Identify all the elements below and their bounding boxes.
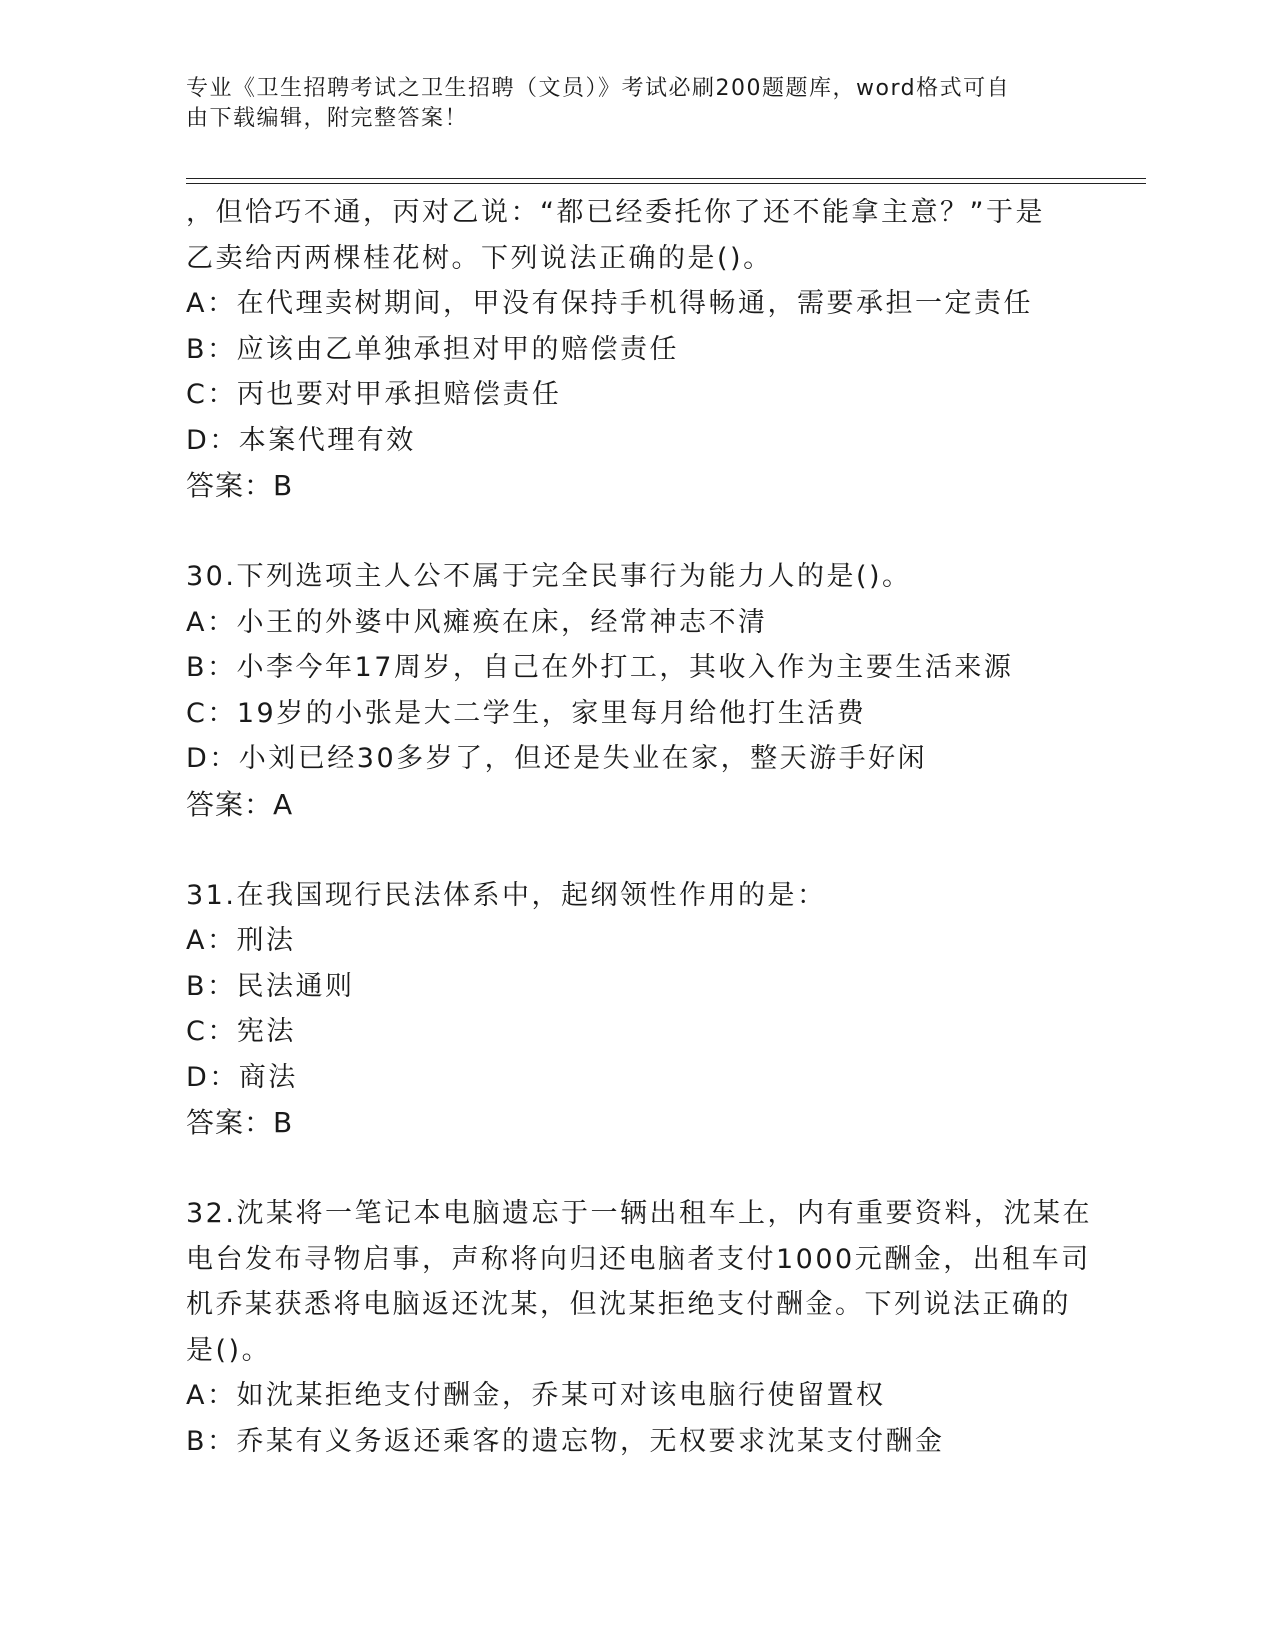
header-title-line-2: 由下载编辑，附完整答案！ — [186, 106, 469, 131]
option-c: C：丙也要对甲承担赔偿责任 — [186, 379, 562, 410]
question-stem: 机乔某获悉将电脑返还沈某，但沈某拒绝支付酬金。下列说法正确的 — [186, 1289, 1071, 1320]
option-d: D：小刘已经30多岁了，但还是失业在家，整天游手好闲 — [186, 743, 928, 774]
option-b: B：乔某有义务返还乘客的遗忘物，无权要求沈某支付酬金 — [186, 1425, 945, 1457]
question-31 — [186, 873, 1086, 1147]
header-divider-bottom — [186, 183, 1146, 184]
question-stem: 电台发布寻物启事，声称将向归还电脑者支付1000元酬金，出租车司 — [186, 1243, 1091, 1275]
option-b: B：应该由乙单独承担对甲的赔偿责任 — [186, 333, 680, 365]
question-stem: 31.在我国现行民法体系中，起纲领性作用的是： — [186, 879, 827, 911]
answer-label: 答案：A — [186, 787, 294, 821]
answer-label: 答案：B — [186, 1106, 294, 1139]
page-header — [186, 74, 1066, 134]
option-a: A：小王的外婆中风瘫痪在床，经常神志不清 — [186, 606, 768, 638]
question-32 — [186, 1191, 1092, 1464]
option-a: A：刑法 — [186, 925, 296, 956]
header-divider-top — [186, 178, 1146, 179]
option-d: D：商法 — [186, 1061, 298, 1093]
question-29 — [186, 190, 1086, 509]
question-stem: 30.下列选项主人公不属于完全民事行为能力人的是()。 — [186, 561, 912, 592]
option-b: B：民法通则 — [186, 970, 355, 1002]
option-a: A：如沈某拒绝支付酬金，乔某可对该电脑行使留置权 — [186, 1380, 886, 1411]
answer-label: 答案：B — [186, 469, 294, 502]
spacer — [186, 509, 1086, 554]
spacer — [186, 828, 1086, 873]
question-stem: 是()。 — [186, 1334, 272, 1366]
question-stem: 32.沈某将一笔记本电脑遗忘于一辆出租车上，内有重要资料，沈某在 — [186, 1198, 1092, 1229]
question-30 — [186, 554, 1086, 828]
option-c: C：宪法 — [186, 1016, 296, 1047]
question-stem: 乙卖给丙两棵桂花树。下列说法正确的是()。 — [186, 242, 773, 274]
option-d: D：本案代理有效 — [186, 424, 416, 456]
option-a: A：在代理卖树期间，甲没有保持手机得畅通，需要承担一定责任 — [186, 288, 1033, 319]
spacer — [186, 1146, 1086, 1191]
header-title-line-1: 专业《卫生招聘考试之卫生招聘（文员）》考试必刷200题题库，word格式可自 — [186, 76, 1011, 101]
question-list — [186, 190, 1092, 1464]
option-b: B：小李今年17周岁，自己在外打工，其收入作为主要生活来源 — [186, 652, 1014, 683]
option-c: C：19岁的小张是大二学生，家里每月给他打生活费 — [186, 697, 867, 729]
question-stem: ，但恰巧不通，丙对乙说：“都已经委托你了还不能拿主意？”于是 — [186, 197, 1045, 228]
